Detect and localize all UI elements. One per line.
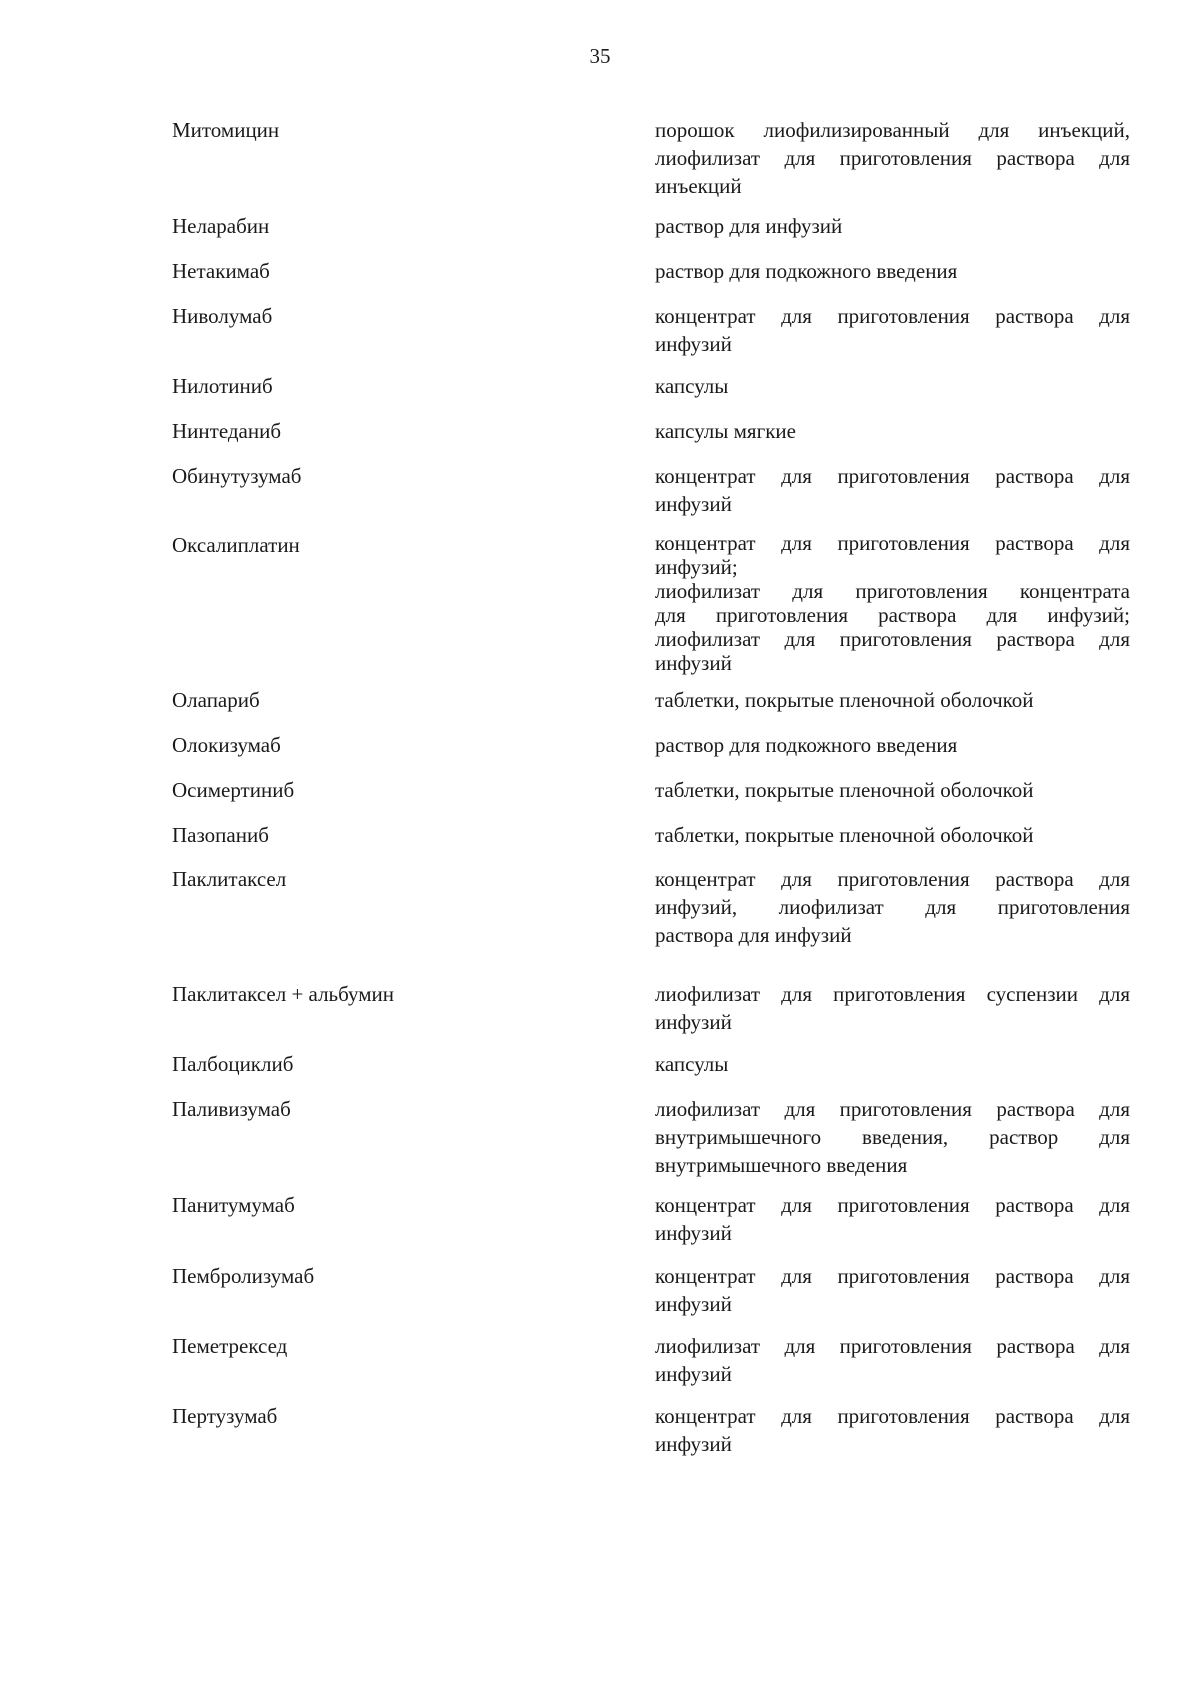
drug-name: Панитумумаб [172,1193,295,1217]
dosage-form-line: инфузий [655,332,732,356]
dosage-form [655,417,1130,445]
dosage-form [655,1402,1130,1458]
drug-name: Нинтеданиб [172,419,282,443]
dosage-form [655,865,1130,949]
drug-name: Паклитаксел + альбумин [172,982,394,1006]
dosage-form [655,821,1130,849]
dosage-form-line: инфузий [655,492,732,516]
dosage-form [655,116,1130,200]
drug-name: Пембролизумаб [172,1264,315,1288]
page-number: 35 [589,44,611,68]
dosage-form [655,372,1130,400]
drug-name: Ниволумаб [172,304,273,328]
dosage-form-line: инфузий [655,651,732,675]
dosage-form-line: капсулы [655,1052,729,1076]
drug-name: Нетакимаб [172,259,270,283]
dosage-form-line: таблетки, покрытые пленочной оболочкой [655,823,1034,847]
drug-name: Нилотиниб [172,374,273,398]
dosage-form [655,302,1130,358]
dosage-form-line: капсулы мягкие [655,419,796,443]
dosage-form [655,1191,1130,1247]
dosage-form-line: инфузий [655,1010,732,1034]
drug-name: Олапариб [172,688,260,712]
dosage-form [655,212,1130,240]
dosage-form-line: концентрат для приготовления раствора для [655,1193,1130,1217]
dosage-form-line: порошок лиофилизированный для инъекций, [655,118,1130,142]
dosage-form-line: инфузий; [655,555,738,579]
dosage-form-line: концентрат для приготовления раствора для [655,304,1130,328]
drug-name: Неларабин [172,214,270,238]
dosage-form-line: раствор для подкожного введения [655,259,958,283]
dosage-form-line: раствор для инфузий [655,214,843,238]
dosage-form [655,776,1130,804]
dosage-form [655,686,1130,714]
dosage-form-line: концентрат для приготовления раствора для [655,1264,1130,1288]
drug-name: Паклитаксел [172,867,287,891]
drug-name: Пертузумаб [172,1404,278,1428]
drug-name: Пеметрексед [172,1334,288,1358]
dosage-form-line: таблетки, покрытые пленочной оболочкой [655,778,1034,802]
dosage-form-line: для приготовления раствора для инфузий; [655,603,1130,627]
dosage-form [655,462,1130,518]
dosage-form-line: таблетки, покрытые пленочной оболочкой [655,688,1034,712]
drug-name: Обинутузумаб [172,464,302,488]
drug-name: Оксалиплатин [172,533,300,557]
dosage-form [655,731,1130,759]
dosage-form-line: концентрат для приготовления раствора для [655,531,1130,555]
dosage-form-line: внутримышечного введения [655,1153,908,1177]
dosage-form-line: инфузий [655,1221,732,1245]
dosage-form-line: капсулы [655,374,729,398]
dosage-form-line: раствор для подкожного введения [655,733,958,757]
dosage-form [655,531,1130,675]
dosage-form-line: инфузий [655,1432,732,1456]
drug-name: Осимертиниб [172,778,295,802]
drug-name: Олокизумаб [172,733,281,757]
drug-name: Палбоциклиб [172,1052,294,1076]
dosage-form-line: лиофилизат для приготовления раствора для [655,1097,1130,1121]
dosage-form-line: лиофилизат для приготовления суспензии для [655,982,1130,1006]
dosage-form [655,257,1130,285]
dosage-form-line: лиофилизат для приготовления раствора для [655,146,1130,170]
dosage-form-line: инфузий, лиофилизат для приготовления [655,895,1130,919]
dosage-form-line: концентрат для приготовления раствора для [655,464,1130,488]
dosage-form [655,1095,1130,1179]
drug-name: Паливизумаб [172,1097,291,1121]
dosage-form [655,1332,1130,1388]
drug-name: Митомицин [172,118,280,142]
dosage-form-line: инфузий [655,1362,732,1386]
dosage-form [655,980,1130,1036]
dosage-form-line: внутримышечного введения, раствор для [655,1125,1130,1149]
drug-name: Пазопаниб [172,823,269,847]
dosage-form [655,1262,1130,1318]
dosage-form-line: лиофилизат для приготовления концентрата [655,579,1130,603]
dosage-form-line: лиофилизат для приготовления раствора для [655,1334,1130,1358]
dosage-form-line: инъекций [655,174,742,198]
dosage-form [655,1050,1130,1078]
dosage-form-line: раствора для инфузий [655,923,852,947]
dosage-form-line: инфузий [655,1292,732,1316]
dosage-form-line: концентрат для приготовления раствора для [655,1404,1130,1428]
dosage-form-line: концентрат для приготовления раствора для [655,867,1130,891]
dosage-form-line: лиофилизат для приготовления раствора для [655,627,1130,651]
